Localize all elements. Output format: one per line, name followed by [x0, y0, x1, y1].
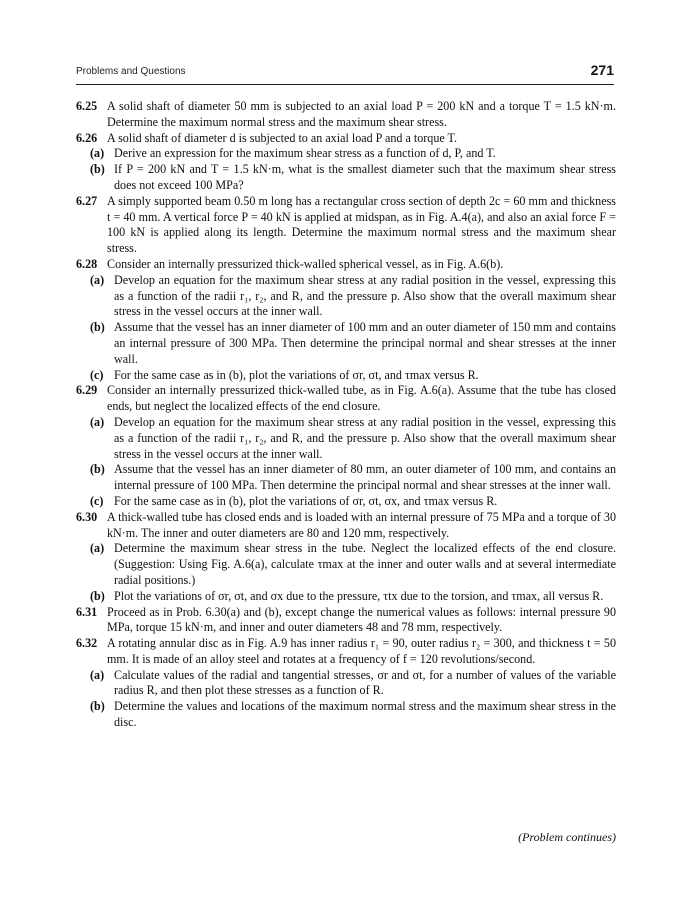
- part-label: (a): [90, 272, 105, 287]
- problem-6-27: [76, 194, 616, 257]
- part-text: Assume that the vessel has an inner diameter of 80 mm, an outer diameter of 100 mm, and contains an internal pressure of 100 MPa. Then determine the principal normal and shear stresses at the inner wall.: [114, 462, 616, 493]
- problem-text: Consider an internally pressurized thick-walled spherical vessel, as in Fig. A.6(b).: [107, 256, 504, 271]
- part-text: For the same case as in (b), plot the variations of σr, σt, and τmax versus R.: [114, 367, 479, 382]
- problem-text: Consider an internally pressurized thick-walled tube, as in Fig. A.6(a). Assume that the tube has closed ends, but neglect the localized effects of the end closure.: [107, 383, 616, 414]
- problem-part: [76, 541, 616, 588]
- part-label: (b): [90, 699, 105, 714]
- problem-number: 6.29: [76, 383, 98, 398]
- problem-number: 6.28: [76, 256, 98, 271]
- problem-6-32: [76, 636, 616, 668]
- problem-6-30: [76, 510, 616, 542]
- problem-6-25: [76, 99, 616, 131]
- part-text: Determine the maximum shear stress in the tube. Neglect the localized effects of the end closure. (Suggestion: Using Fig. A.6(a), calculate τmax at the inner and outer walls and at several intermediate radial positions.): [114, 541, 616, 587]
- problem-text: A simply supported beam 0.50 m long has a rectangular cross section of depth 2c = 60 mm and thickness t = 40 mm. A vertical force P = 40 kN is applied at midspan, as in Fig. A.4(a), and also an axial force F = 100 kN is applied along its length. Determine the maximum normal stress and the maximum shear stress.: [107, 193, 616, 256]
- problem-part: [76, 668, 616, 700]
- problem-part: [76, 273, 616, 320]
- part-text: Derive an expression for the maximum shear stress as a function of d, P, and T.: [114, 146, 496, 161]
- part-label: (c): [90, 493, 104, 508]
- part-label: (a): [90, 414, 105, 429]
- part-label: (b): [90, 162, 105, 177]
- problem-number: 6.32: [76, 636, 98, 651]
- part-label: (a): [90, 146, 105, 161]
- problem-part: [76, 589, 616, 605]
- problem-part: [76, 415, 616, 462]
- problem-continues-note: (Problem continues): [518, 830, 616, 844]
- problem-6-29: [76, 383, 616, 415]
- part-text: Develop an equation for the maximum shear stress at any radial position in the vessel, expressing this as a function of the radii r₁, r₂, and R, and the pressure p. Also show that the overall maximum shear stress in the vessel occurs at the inner wall.: [114, 272, 616, 319]
- problem-part: [76, 162, 616, 194]
- problem-6-26: [76, 131, 616, 147]
- problem-text: A rotating annular disc as in Fig. A.9 has inner radius r₁ = 90, outer radius r₂ = 300, and thickness t = 50 mm. It is made of an alloy steel and rotates at a frequency of f = 120 revolutions/second.: [107, 636, 616, 666]
- problem-number: 6.30: [76, 509, 98, 524]
- part-label: (c): [90, 367, 104, 382]
- problem-list: [76, 99, 616, 731]
- part-text: Determine the values and locations of the maximum normal stress and the maximum shear stress in the disc.: [114, 699, 616, 730]
- part-text: Develop an equation for the maximum shear stress at any radial position in the vessel, expressing this as a function of the radii r₁, r₂, and R, and the pressure p. Also show that the overall maximum shear stress in the vessel occurs at the inner wall.: [114, 414, 616, 461]
- problem-text: A solid shaft of diameter d is subjected to an axial load P and a torque T.: [107, 130, 458, 145]
- part-text: If P = 200 kN and T = 1.5 kN·m, what is the smallest diameter such that the maximum shear stress does not exceed 100 MPa?: [114, 162, 616, 192]
- part-text: Plot the variations of σr, σt, and σx due to the pressure, τtx due to the torsion, and τmax, all versus R.: [114, 588, 604, 603]
- problem-number: 6.31: [76, 604, 98, 619]
- problem-6-31: [76, 605, 616, 637]
- problem-6-28: [76, 257, 616, 273]
- problem-part: [76, 494, 616, 510]
- part-label: (a): [90, 667, 105, 682]
- problem-number: 6.26: [76, 130, 98, 145]
- running-head: Problems and Questions: [76, 66, 186, 77]
- problem-text: Proceed as in Prob. 6.30(a) and (b), except change the numerical values as follows: internal pressure 90 MPa, torque 15 kN·m, and inner and outer diameters 48 and 78 mm, respectively.: [107, 604, 616, 635]
- part-label: (a): [90, 541, 105, 556]
- problem-part: [76, 699, 616, 731]
- problem-part: [76, 368, 616, 384]
- part-text: Calculate values of the radial and tangential stresses, σr and σt, for a number of values of the variable radius R, and then plot these stresses as a function of R.: [114, 667, 616, 698]
- problem-part: [76, 320, 616, 367]
- part-label: (b): [90, 320, 105, 335]
- part-text: For the same case as in (b), plot the variations of σr, σt, σx, and τmax versus R.: [114, 493, 498, 508]
- problem-number: 6.25: [76, 99, 98, 113]
- page-header: [76, 62, 614, 85]
- part-label: (b): [90, 462, 105, 477]
- part-text: Assume that the vessel has an inner diameter of 100 mm and an outer diameter of 150 mm and contains an internal pressure of 300 MPa. Then determine the principal normal and shear stresses at the inner wall.: [114, 320, 616, 366]
- problem-number: 6.27: [76, 193, 98, 208]
- problem-part: [76, 146, 616, 162]
- problem-text: A solid shaft of diameter 50 mm is subjected to an axial load P = 200 kN and a torque T = 1.5 kN·m. Determine the maximum normal stress and the maximum shear stress.: [107, 99, 616, 129]
- problem-part: [76, 462, 616, 494]
- part-label: (b): [90, 588, 105, 603]
- page-number: 271: [590, 62, 614, 78]
- problem-text: A thick-walled tube has closed ends and is loaded with an internal pressure of 75 MPa and a torque of 30 kN·m. The inner and outer diameters are 80 and 120 mm, respectively.: [107, 509, 616, 540]
